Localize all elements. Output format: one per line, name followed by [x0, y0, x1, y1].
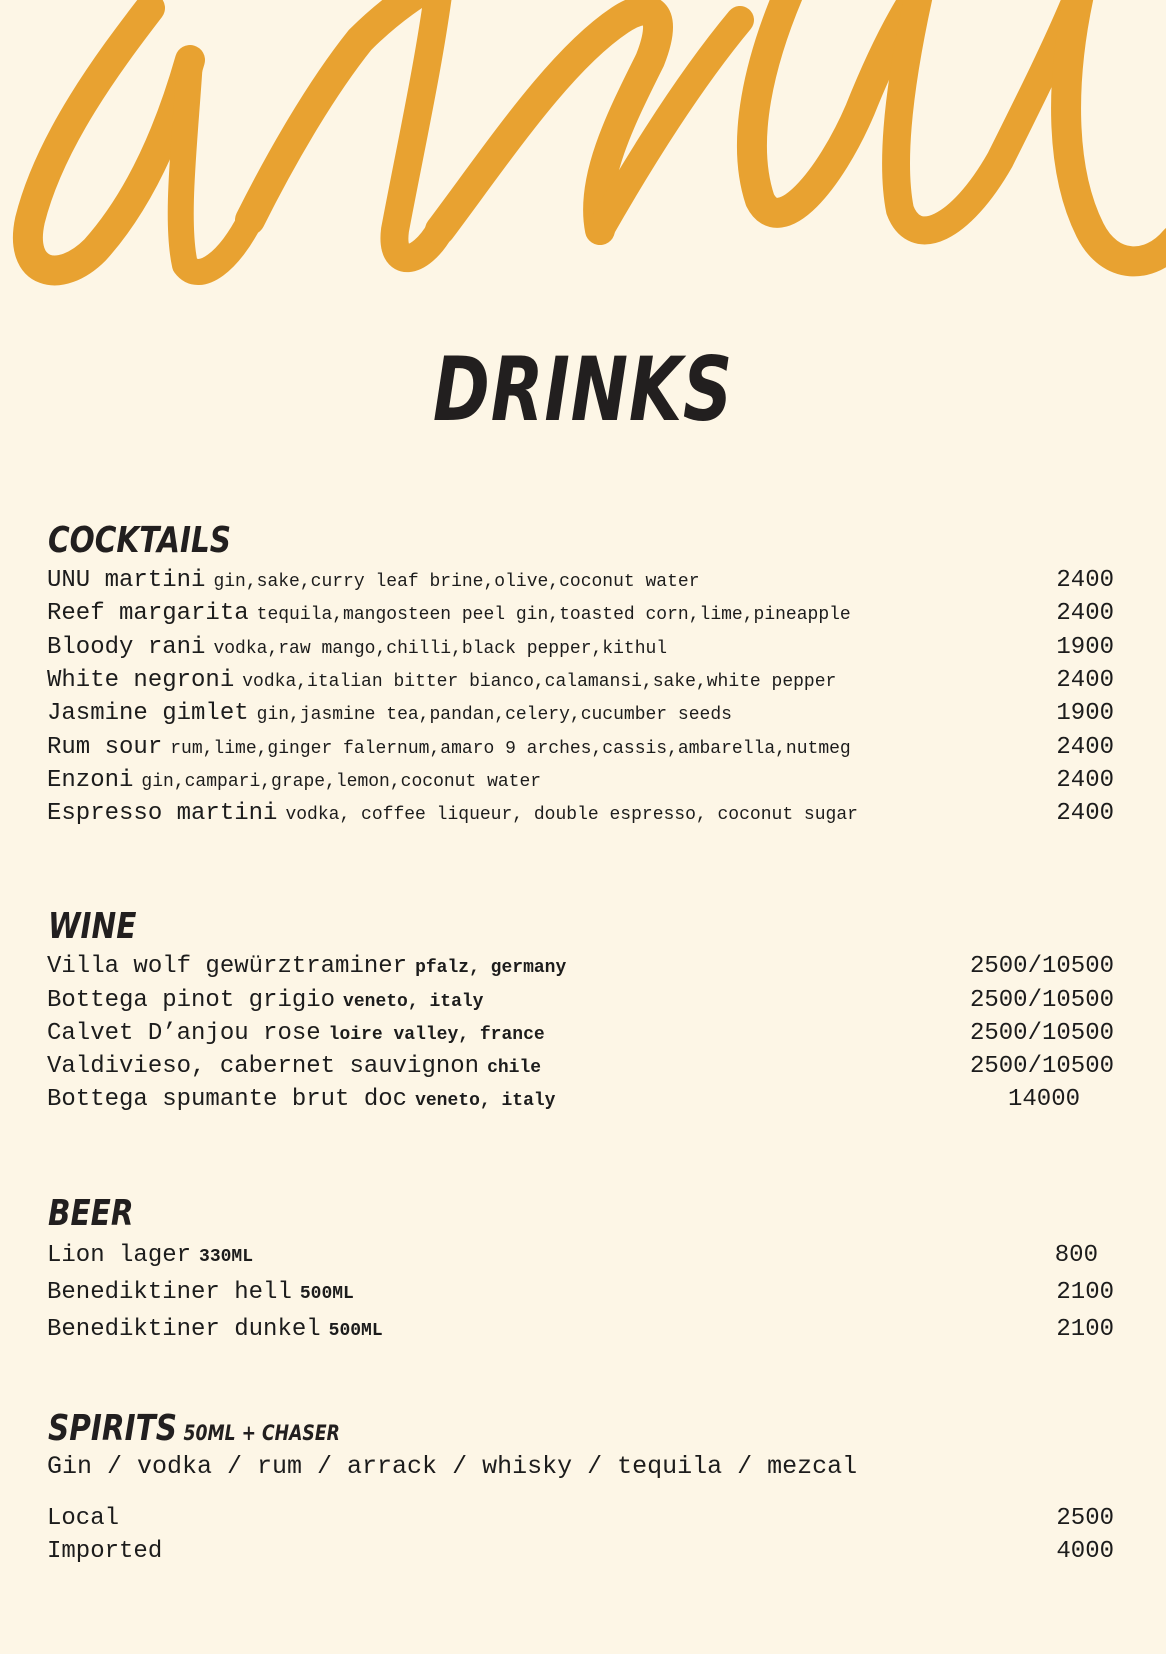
item-name: Lion lager [47, 1242, 192, 1269]
cocktail-item [47, 734, 1114, 767]
wine-heading: WINE [48, 906, 137, 947]
wine-item [47, 987, 1114, 1020]
item-desc: veneto, italy [415, 1091, 556, 1111]
item-price: 800 [1054, 1242, 1098, 1269]
wine-item [47, 1020, 1114, 1053]
cocktails-heading: COCKTAILS [48, 520, 232, 561]
cocktail-item [47, 700, 1114, 733]
beer-item [47, 1279, 1114, 1312]
cocktail-item [47, 800, 1114, 833]
spirits-heading [48, 1408, 340, 1449]
item-name: Benediktiner dunkel [47, 1316, 321, 1343]
item-desc: vodka,italian bitter bianco,calamansi,sake,white pepper [242, 672, 837, 692]
item-name: UNU martini [47, 567, 206, 594]
item-name: Espresso martini [47, 800, 278, 827]
item-desc: vodka,raw mango,chilli,black pepper,kithul [213, 639, 668, 659]
item-name: Imported [47, 1538, 163, 1565]
spirit-types: Gin / vodka / rum / arrack / whisky / tequila / mezcal [47, 1452, 858, 1481]
item-desc: 500ML [328, 1321, 383, 1341]
item-name: Enzoni [47, 767, 134, 794]
spirit-item [47, 1505, 1114, 1538]
item-name: Bloody rani [47, 634, 206, 661]
item-name: Jasmine gimlet [47, 700, 249, 727]
item-desc: 330ML [199, 1247, 254, 1267]
item-desc: 500ML [299, 1284, 354, 1304]
spirits-heading-text: SPIRITS [48, 1408, 177, 1449]
cocktail-item [47, 767, 1114, 800]
item-desc: chile [487, 1058, 542, 1078]
item-desc: veneto, italy [343, 992, 484, 1012]
item-price: 2500 [1056, 1505, 1114, 1532]
item-price: 2100 [1056, 1316, 1114, 1343]
item-name: Bottega pinot grigio [47, 987, 336, 1014]
cocktail-item [47, 667, 1114, 700]
item-name: Local [47, 1505, 120, 1532]
item-name: Benediktiner hell [47, 1279, 292, 1306]
item-desc: gin,jasmine tea,pandan,celery,cucumber seeds [256, 705, 732, 725]
beer-item [47, 1242, 1114, 1275]
item-desc: pfalz, germany [415, 958, 567, 978]
beer-heading: BEER [48, 1193, 134, 1234]
item-price: 2500/10500 [969, 1020, 1114, 1047]
item-name: Bottega spumante brut doc [47, 1086, 408, 1113]
item-desc: gin,campari,grape,lemon,coconut water [141, 772, 542, 792]
item-name: Reef margarita [47, 600, 249, 627]
beer-item [47, 1316, 1114, 1349]
unu-logo-brush [0, 0, 1166, 330]
item-desc: vodka, coffee liqueur, double espresso, coconut sugar [285, 805, 858, 825]
item-name: Calvet D’anjou rose [47, 1020, 321, 1047]
item-price: 2400 [1056, 767, 1114, 794]
item-name: Valdivieso, cabernet sauvignon [47, 1053, 480, 1080]
page-title: DRINKS [432, 338, 734, 441]
item-desc: loire valley, france [328, 1025, 545, 1045]
item-price: 1900 [1056, 634, 1114, 661]
item-price: 2400 [1056, 600, 1114, 627]
item-price: 2500/10500 [969, 1053, 1114, 1080]
item-price: 2500/10500 [969, 987, 1114, 1014]
wine-item [47, 953, 1114, 986]
item-price: 4000 [1056, 1538, 1114, 1565]
item-desc: rum,lime,ginger falernum,amaro 9 arches,cassis,ambarella,nutmeg [170, 739, 851, 759]
item-price: 2400 [1056, 567, 1114, 594]
item-desc: tequila,mangosteen peel gin,toasted corn,lime,pineapple [256, 605, 851, 625]
item-name: White negroni [47, 667, 235, 694]
cocktail-item [47, 634, 1114, 667]
spirit-item [47, 1538, 1114, 1571]
cocktail-item [47, 600, 1114, 633]
wine-item [47, 1053, 1114, 1086]
cocktail-item [47, 567, 1114, 600]
item-price: 2100 [1056, 1279, 1114, 1306]
item-name: Rum sour [47, 734, 163, 761]
wine-item [47, 1086, 1114, 1119]
item-name: Villa wolf gewürztraminer [47, 953, 408, 980]
item-price: 2500/10500 [969, 953, 1114, 980]
item-price: 2400 [1056, 734, 1114, 761]
spirits-subheading: 50ML + CHASER [183, 1421, 340, 1445]
item-price: 2400 [1056, 800, 1114, 827]
item-price: 2400 [1056, 667, 1114, 694]
item-price: 14000 [1007, 1086, 1080, 1113]
item-price: 1900 [1056, 700, 1114, 727]
item-desc: gin,sake,curry leaf brine,olive,coconut water [213, 572, 700, 592]
